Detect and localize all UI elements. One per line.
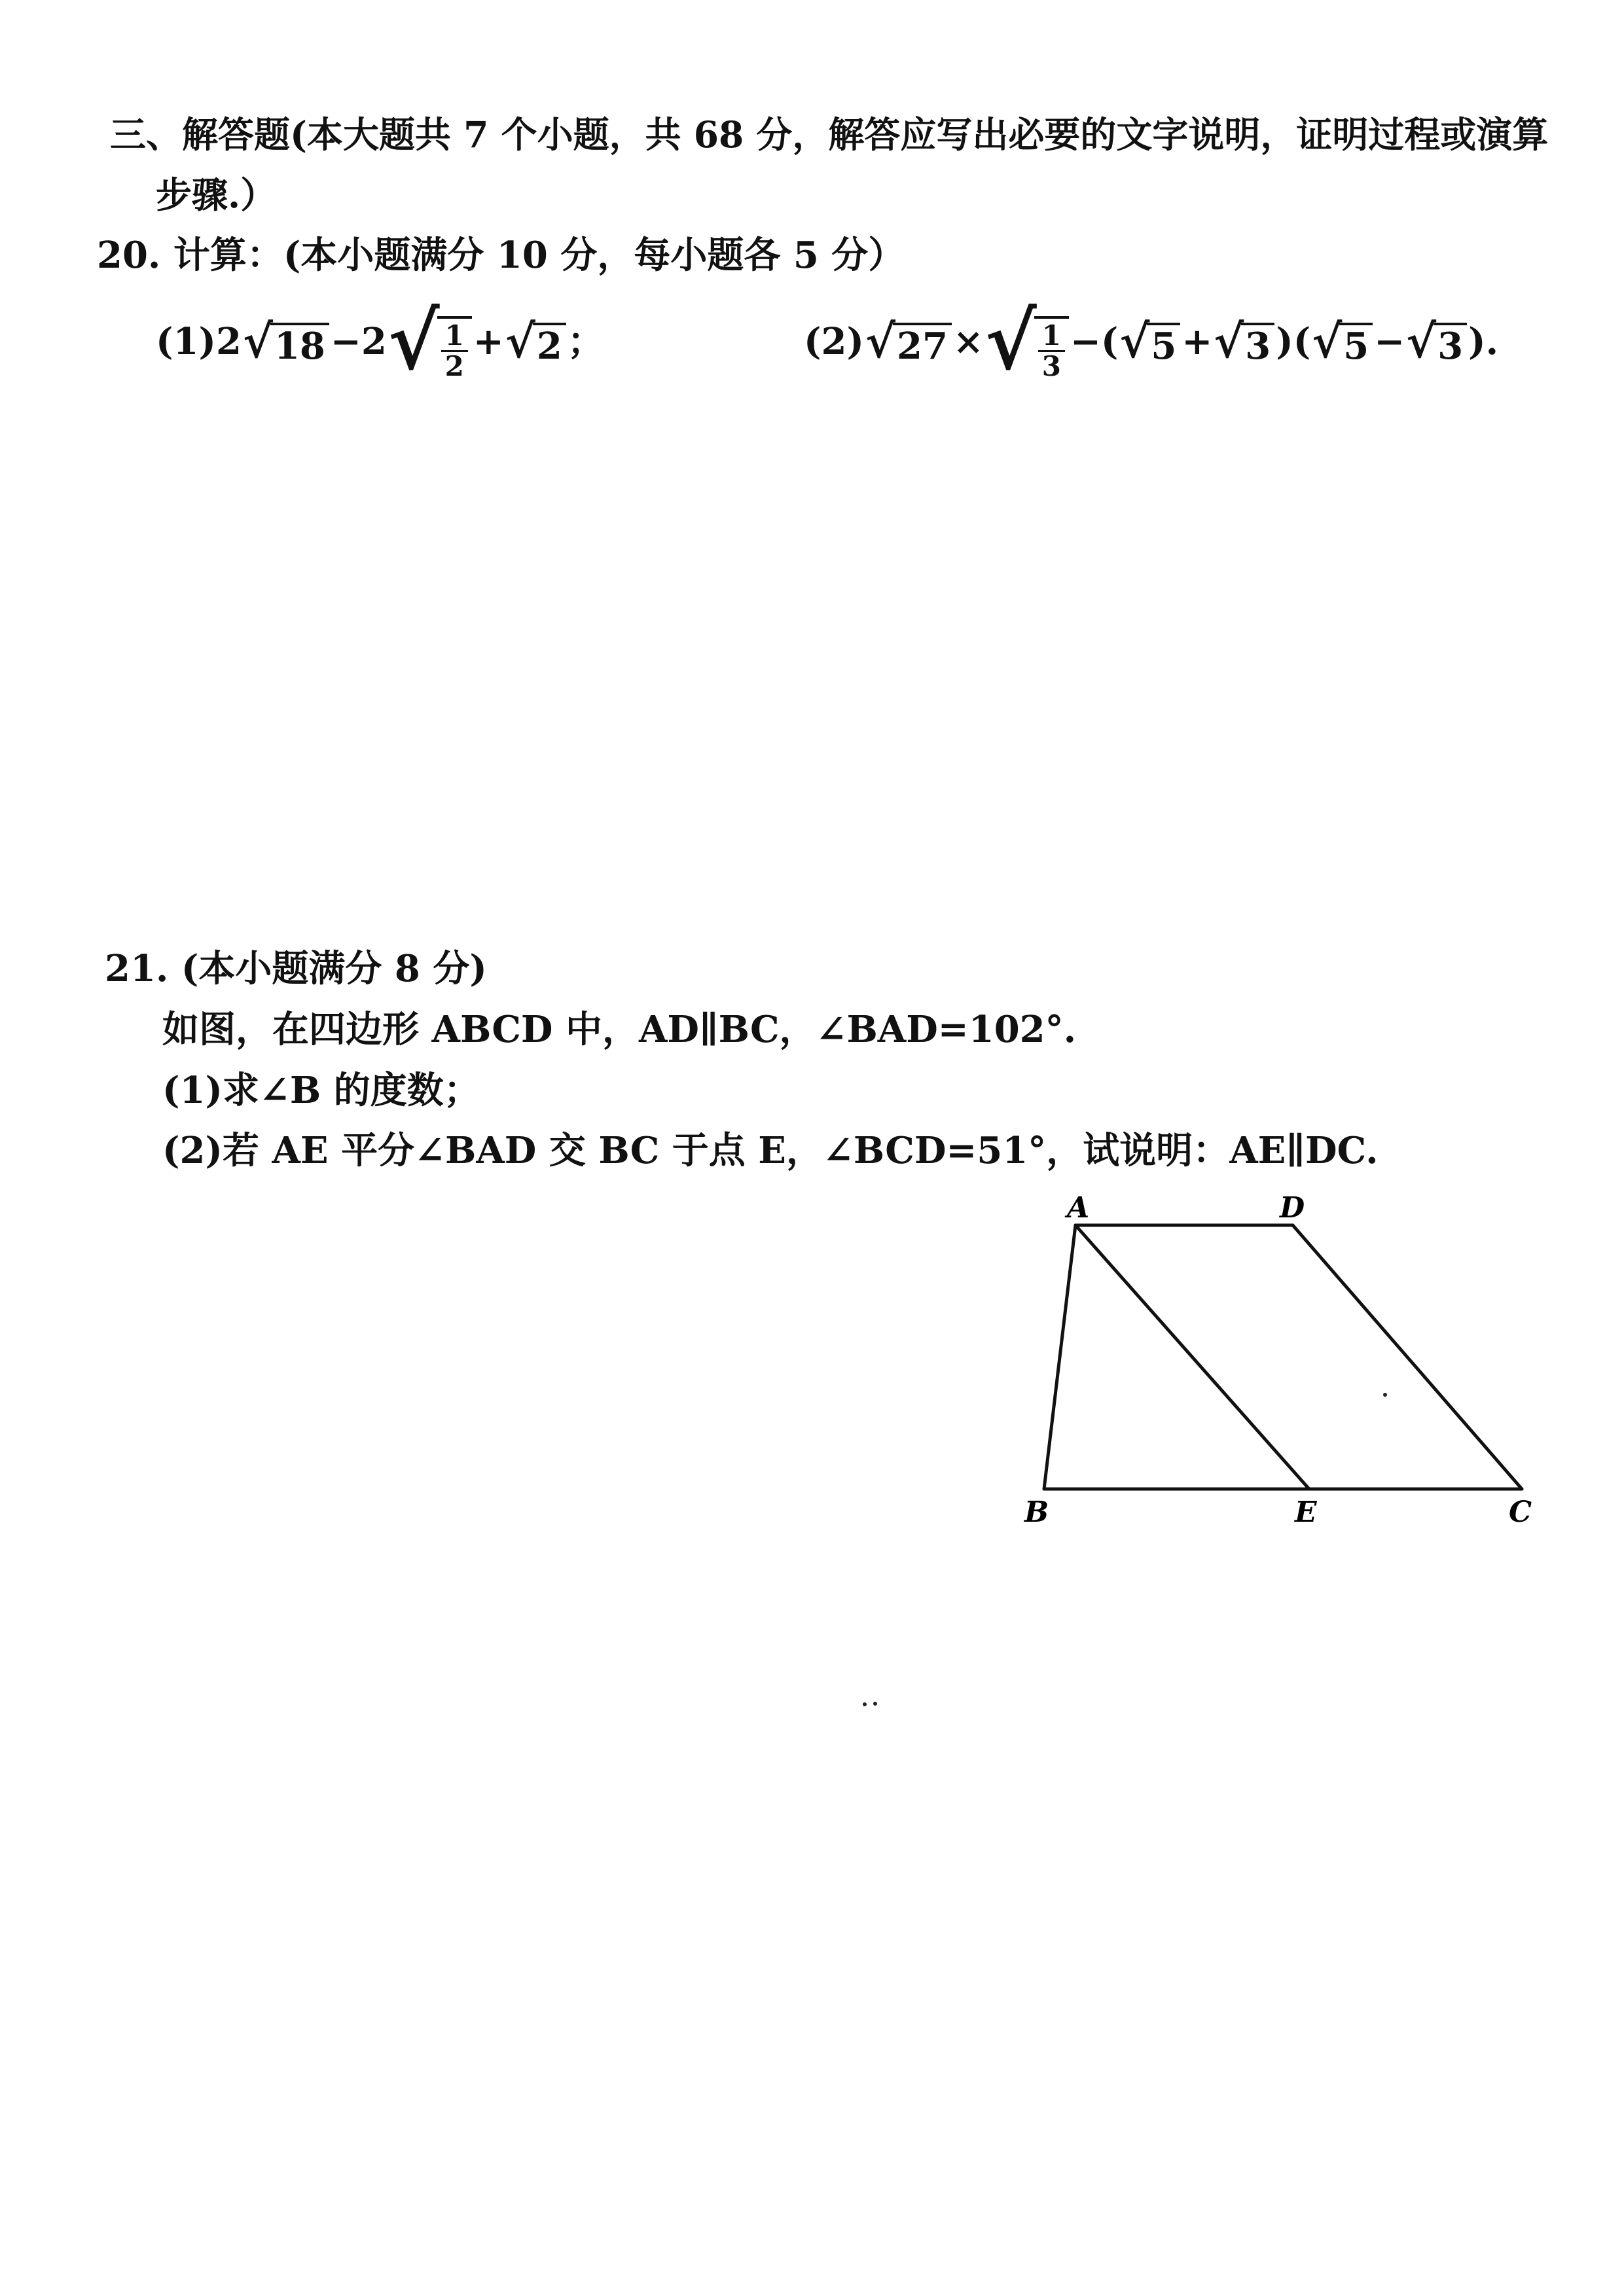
radical-sign: √ xyxy=(242,314,273,368)
scan-speck xyxy=(1383,1393,1387,1397)
part-label: (1) xyxy=(156,320,216,363)
operator: −2 xyxy=(330,320,387,363)
question-21-part-2: (2)若 AE 平分∠BAD 交 BC 于点 E，∠BCD=51°，试说明：AE∥DC. xyxy=(162,1129,1379,1172)
radical xyxy=(505,314,566,368)
section-heading-continuation: 步骤.） xyxy=(156,173,277,216)
segment-dc xyxy=(1293,1225,1522,1489)
radicand: 3 xyxy=(1241,323,1274,365)
radical-sign: √ xyxy=(865,314,895,368)
operator: − xyxy=(1374,320,1405,363)
coefficient: 2 xyxy=(215,320,242,363)
radical xyxy=(242,314,329,368)
radical xyxy=(1119,314,1180,368)
operator: −( xyxy=(1070,320,1119,363)
radical-sign: √ xyxy=(388,295,440,387)
question-20-title: 20. 计算：(本小题满分 10 分，每小题各 5 分） xyxy=(97,234,905,277)
question-21-title: 21. (本小题满分 8 分) xyxy=(105,947,487,990)
radicand: 5 xyxy=(1339,323,1373,365)
radicand xyxy=(437,316,472,381)
radicand: 3 xyxy=(1434,323,1467,365)
vertex-label-c: C xyxy=(1509,1496,1532,1529)
radical xyxy=(1406,314,1467,368)
operator: + xyxy=(1182,320,1213,363)
radical-sign: √ xyxy=(1312,314,1343,368)
radical xyxy=(1312,314,1373,368)
scan-speck xyxy=(873,1702,877,1706)
question-20-part-1 xyxy=(156,295,604,387)
section-heading: 三、解答题(本大题共 7 个小题，共 68 分，解答应写出必要的文字说明，证明过程或演算 xyxy=(110,113,1549,156)
part-label: (2) xyxy=(804,320,864,363)
fraction xyxy=(441,321,468,381)
operator: × xyxy=(952,320,984,363)
radicand: 18 xyxy=(270,323,329,365)
segment-ae xyxy=(1075,1225,1309,1489)
punctuation: ). xyxy=(1468,320,1499,363)
radicand: 2 xyxy=(533,323,566,365)
numerator: 1 xyxy=(441,321,468,352)
vertex-label-a: A xyxy=(1067,1191,1090,1225)
vertex-label-b: B xyxy=(1024,1496,1049,1529)
denominator: 2 xyxy=(444,350,464,382)
operator: + xyxy=(473,320,504,363)
radical xyxy=(1214,314,1274,368)
point-label-e: E xyxy=(1295,1496,1317,1529)
question-21-stem: 如图，在四边形 ABCD 中，AD∥BC，∠BAD=102°. xyxy=(162,1008,1077,1051)
question-20-part-2 xyxy=(804,295,1499,387)
radical-sign: √ xyxy=(1406,314,1437,368)
numerator: 1 xyxy=(1038,321,1065,352)
vertex-label-d: D xyxy=(1280,1191,1305,1225)
radical-sign: √ xyxy=(1214,314,1244,368)
radical-fraction xyxy=(984,295,1069,387)
fraction xyxy=(1038,321,1065,381)
radical-sign: √ xyxy=(505,314,535,368)
radical xyxy=(865,314,952,368)
radical-fraction xyxy=(388,295,472,387)
operator: )( xyxy=(1276,320,1311,363)
punctuation: ； xyxy=(567,320,604,363)
scan-speck xyxy=(863,1702,867,1706)
radical-sign: √ xyxy=(1119,314,1150,368)
denominator: 3 xyxy=(1041,350,1061,382)
radicand: 27 xyxy=(893,323,952,365)
question-21-part-1: (1)求∠B 的度数； xyxy=(162,1069,480,1112)
radical-sign: √ xyxy=(984,295,1037,387)
radicand xyxy=(1034,316,1069,381)
segment-ab xyxy=(1044,1225,1075,1489)
radicand: 5 xyxy=(1147,323,1180,365)
